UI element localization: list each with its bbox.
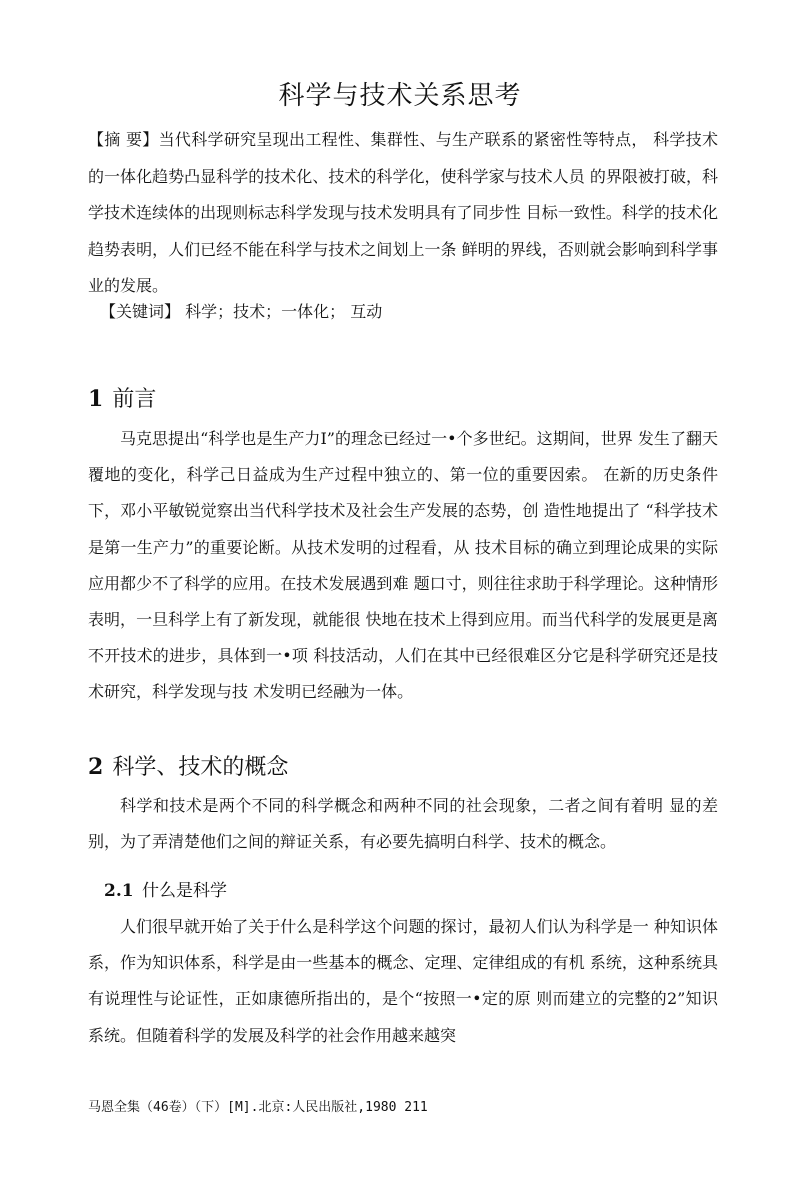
section-2-1-heading — [104, 878, 227, 904]
keywords-label: 【关键词】 — [100, 302, 181, 321]
footnote: 马恩全集（46卷）（下）[M].北京:人民出版社,1980 211 — [88, 1100, 428, 1115]
page-title: 科学与技术关系思考 — [278, 81, 522, 111]
section-1-title: 前言 — [112, 387, 157, 412]
section-2-number: 2 — [88, 754, 104, 780]
section-2-1-title: 什么是科学 — [141, 881, 227, 901]
keywords-text: 科学；技术；一体化； 互动 — [180, 302, 383, 321]
section-2-paragraph: 科学和技术是两个不同的科学概念和两种不同的社会现象，二者之间有着明 显的差别，为了弄清楚他们之间的辩证关系，有必要先搞明白科学、技术的概念。 — [88, 796, 718, 852]
section-1-number: 1 — [88, 386, 104, 412]
section-2-1-number: 2.1 — [104, 881, 134, 901]
abstract-label: 【摘 要】 — [88, 130, 159, 149]
section-2-title: 科学、技术的概念 — [112, 755, 289, 780]
section-2-1-paragraph: 人们很早就开始了关于什么是科学这个问题的探讨，最初人们认为科学是一 种知识体系，作为知识体系，科学是由一些基本的概念、定理、定律组成的有机 系统，这种系统具有说理性与论证性，正如康德所指出的，是个“按照一•定的原 则而建立的完整的2”知识系统。但随着科学的发展及科学的社会作用越来越突 — [88, 917, 718, 1045]
section-2-heading — [88, 752, 288, 783]
abstract — [88, 122, 718, 305]
section-1-heading — [88, 384, 156, 415]
keywords — [100, 298, 720, 326]
section-1-paragraph: 马克思提出“科学也是生产力Ⅰ”的理念已经过一•个多世纪。这期间，世界 发生了翻天覆地的变化，科学己日益成为生产过程中独立的、第一位的重要因索。 在新的历史条件下，邓小平敏锐觉察出当代科学技术及社会生产发展的态势，创 造性地提出了 “科学技术是第一生产力”的重要论断。从技术发明的过程看，从 技术目标的确立到理论成果的实际应用都少不了科学的应用。在技术发展遇到难 题口寸，则往往求助于科学理论。这种情形表明，一旦科学上有了新发现，就能很 快地在技术上得到应用。而当代科学的发展更是离不开技术的进步，具体到一•项 科技活动，人们在其中已经很难区分它是科学研究还是技术研究，科学发现与技 术发明已经融为一体。 — [88, 429, 718, 702]
abstract-text: 当代科学研究呈现出工程性、集群性、与生产联系的紧密性等特点， 科学技术的一体化趋势凸显科学的技术化、技术的科学化，使科学家与技术人员 的界限被打破，科学技术连续体的出现则标志科学发现与技术发明具有了同步性 目标一致性。科学的技术化趋势表明，人们已经不能在科学与技术之间划上一条 鲜明的界线，否则就会影响到科学事业的发展。 — [88, 130, 718, 295]
